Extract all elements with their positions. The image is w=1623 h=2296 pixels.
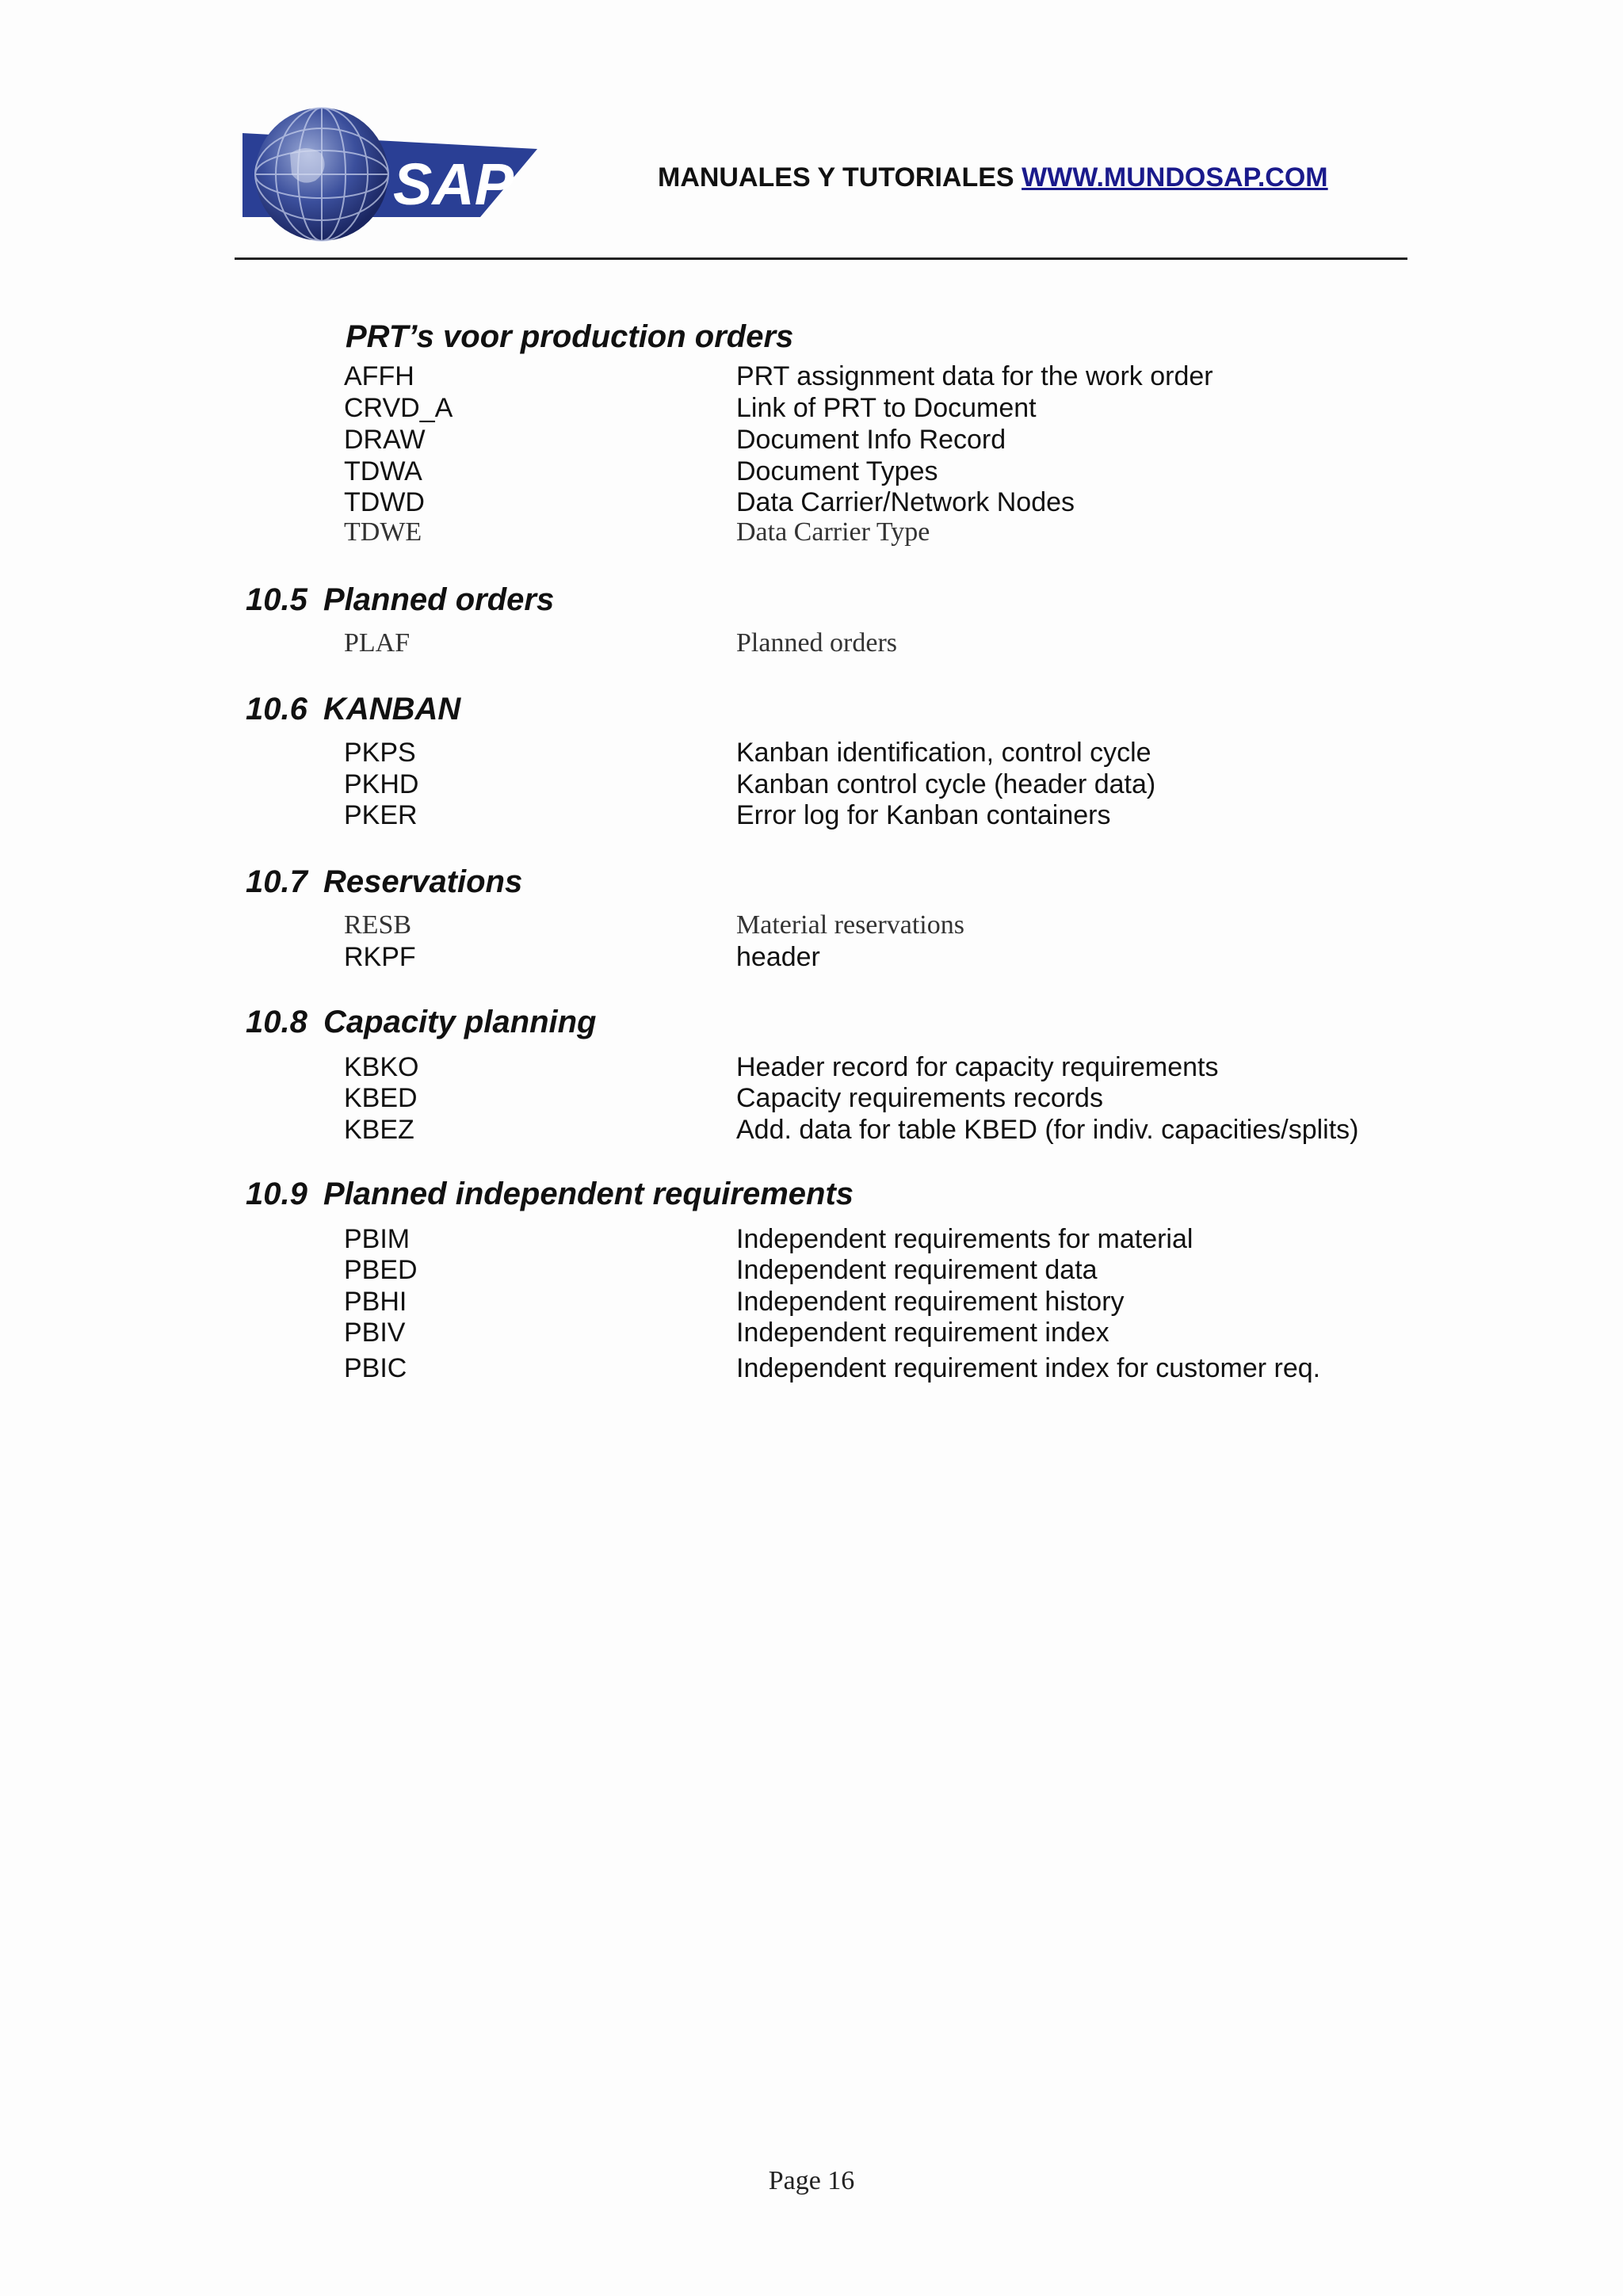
section-heading — [246, 1177, 854, 1212]
section-number: 10.6 — [246, 692, 307, 727]
table-code: PBIM — [344, 1224, 411, 1254]
table-description: Kanban identification, control cycle — [736, 738, 1151, 768]
section-number: 10.5 — [246, 582, 307, 617]
table-description: Data Carrier Type — [736, 517, 930, 547]
table-description: Error log for Kanban containers — [736, 800, 1111, 830]
table-code: CRVD_A — [344, 393, 453, 423]
sap-logo — [242, 106, 544, 242]
section-number: 10.7 — [246, 864, 307, 899]
header-title-text: MANUALES Y TUTORIALES — [658, 162, 1014, 193]
table-description: Kanban control cycle (header data) — [736, 769, 1156, 799]
section-heading — [346, 319, 793, 355]
table-code: KBEZ — [344, 1115, 414, 1145]
section-heading — [246, 582, 554, 618]
table-code: KBKO — [344, 1052, 419, 1082]
table-code: PBIC — [344, 1353, 407, 1383]
table-code: KBED — [344, 1083, 418, 1113]
table-description: Independent requirement index — [736, 1318, 1109, 1348]
table-code: RKPF — [344, 942, 416, 972]
table-description: Document Info Record — [736, 425, 1006, 455]
section-title: Reservations — [323, 864, 523, 899]
table-description: Independent requirements for material — [736, 1224, 1193, 1254]
table-code: TDWA — [344, 456, 422, 486]
table-code: AFFH — [344, 361, 414, 391]
table-description: Independent requirement data — [736, 1255, 1098, 1285]
table-description: PRT assignment data for the work order — [736, 361, 1213, 391]
table-code: PBHI — [344, 1287, 407, 1317]
table-description: Independent requirement history — [736, 1287, 1125, 1317]
section-heading — [246, 1005, 597, 1040]
table-description: Data Carrier/Network Nodes — [736, 487, 1075, 517]
section-title: Planned orders — [323, 582, 555, 617]
table-code: PKHD — [344, 769, 419, 799]
section-title: KANBAN — [323, 692, 461, 727]
header-link[interactable]: WWW.MUNDOSAP.COM — [1022, 162, 1328, 193]
table-description: Header record for capacity requirements — [736, 1052, 1219, 1082]
table-description: Link of PRT to Document — [736, 393, 1037, 423]
table-code: RESB — [344, 910, 412, 940]
page-number: Page 16 — [768, 2166, 855, 2195]
table-description: Material reservations — [736, 910, 964, 940]
header-title — [658, 162, 1328, 193]
table-code: TDWE — [344, 517, 422, 547]
table-code: PKPS — [344, 738, 416, 768]
section-number: 10.8 — [246, 1005, 307, 1039]
table-code: PKER — [344, 800, 418, 830]
section-title: Capacity planning — [323, 1005, 597, 1039]
header-divider — [235, 257, 1407, 260]
logo-text: SAP — [393, 151, 514, 217]
table-description: Planned orders — [736, 628, 898, 658]
table-description: Document Types — [736, 456, 938, 486]
section-heading — [246, 864, 522, 900]
table-code: PBED — [344, 1255, 418, 1285]
table-description: Independent requirement index for customer req. — [736, 1353, 1321, 1383]
section-title: Planned independent requirements — [323, 1177, 854, 1211]
section-title: PRT’s voor production orders — [346, 319, 794, 354]
section-number: 10.9 — [246, 1177, 307, 1211]
table-code: DRAW — [344, 425, 426, 455]
table-code: PLAF — [344, 628, 411, 658]
section-heading — [246, 692, 460, 727]
table-description: Capacity requirements records — [736, 1083, 1103, 1113]
table-description: header — [736, 942, 820, 972]
table-description: Add. data for table KBED (for indiv. capacities/splits) — [736, 1115, 1359, 1145]
table-code: TDWD — [344, 487, 425, 517]
table-code: PBIV — [344, 1318, 406, 1348]
